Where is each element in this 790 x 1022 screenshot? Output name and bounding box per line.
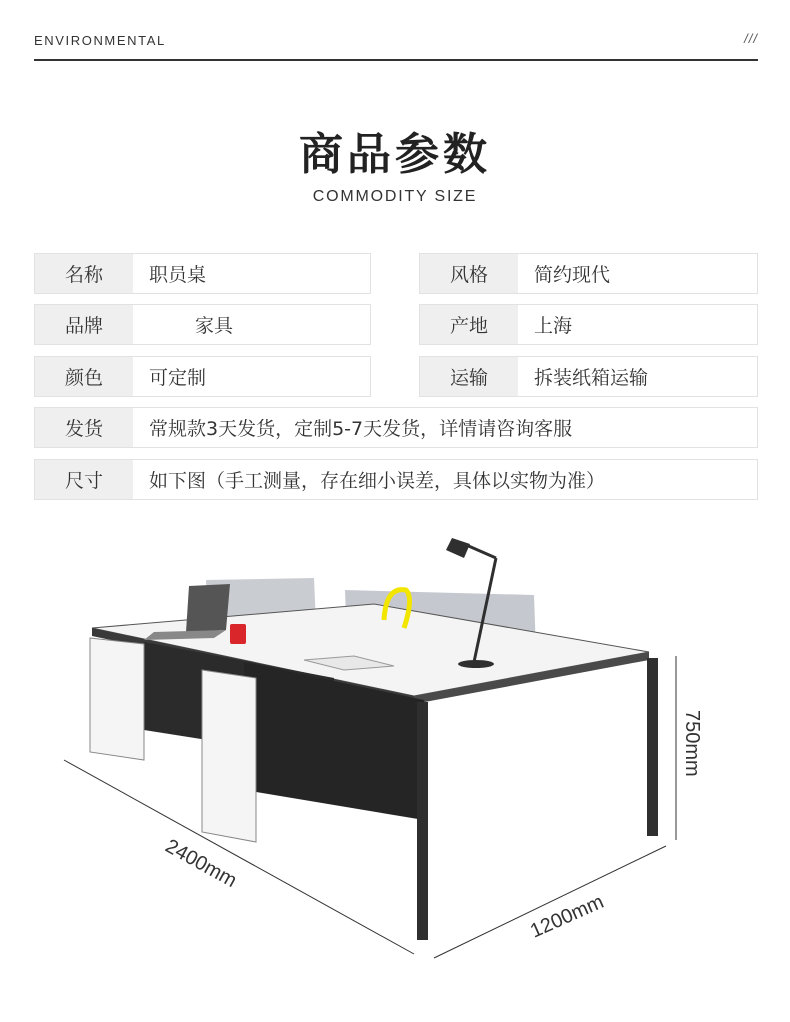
height-label: 750mm — [681, 710, 703, 777]
mug — [230, 624, 246, 644]
spec-value: 家具 — [195, 315, 234, 337]
spec-label: 产地 — [420, 305, 518, 344]
spec-row-color — [34, 356, 371, 397]
spec-row-name — [34, 253, 371, 294]
spec-label: 品牌 — [35, 305, 133, 344]
desk-leg-right — [647, 658, 658, 836]
section-title: 商品参数 — [299, 129, 491, 180]
spec-value: 拆装纸箱运输 — [534, 367, 649, 389]
spec-value: 如下图（手工测量，存在细小误差，具体以实物为准） — [149, 470, 606, 492]
spec-label: 风格 — [420, 254, 518, 293]
pedestal-cabinet-left — [90, 638, 144, 760]
spec-value: 常规款3天发货，定制5-7天发货，详情请咨询客服 — [149, 418, 573, 440]
desk-drawing — [34, 520, 758, 1010]
spec-value: 上海 — [534, 315, 573, 337]
spec-label: 颜色 — [35, 357, 133, 396]
top-header-bar — [34, 30, 758, 61]
spec-value: 可定制 — [149, 367, 207, 389]
section-subtitle: COMMODITY SIZE — [312, 188, 478, 205]
brand-wordmark: ENVIRONMENTAL — [34, 33, 166, 48]
desk-leg-front — [417, 702, 428, 940]
spec-label: 运输 — [420, 357, 518, 396]
spec-value: 职员桌 — [149, 264, 207, 286]
spec-label: 尺寸 — [35, 460, 133, 499]
spec-value: 简约现代 — [534, 264, 611, 286]
spec-label: 发货 — [35, 408, 133, 447]
width-dimension-line — [434, 846, 666, 958]
lamp-head — [446, 538, 470, 558]
decorative-slashes: /// — [744, 31, 758, 46]
spec-row-brand — [34, 304, 371, 345]
spec-row-origin — [419, 304, 758, 345]
spec-row-style — [419, 253, 758, 294]
lamp-base — [458, 660, 494, 668]
spec-row-shipping — [419, 356, 758, 397]
spec-row-size — [34, 459, 758, 500]
laptop-screen — [186, 584, 230, 632]
spec-label: 名称 — [35, 254, 133, 293]
spec-row-delivery — [34, 407, 758, 448]
product-illustration — [34, 520, 758, 1010]
pedestal-cabinet-center — [202, 670, 256, 842]
length-label: 2400mm — [161, 835, 241, 893]
width-label: 1200mm — [527, 890, 608, 943]
